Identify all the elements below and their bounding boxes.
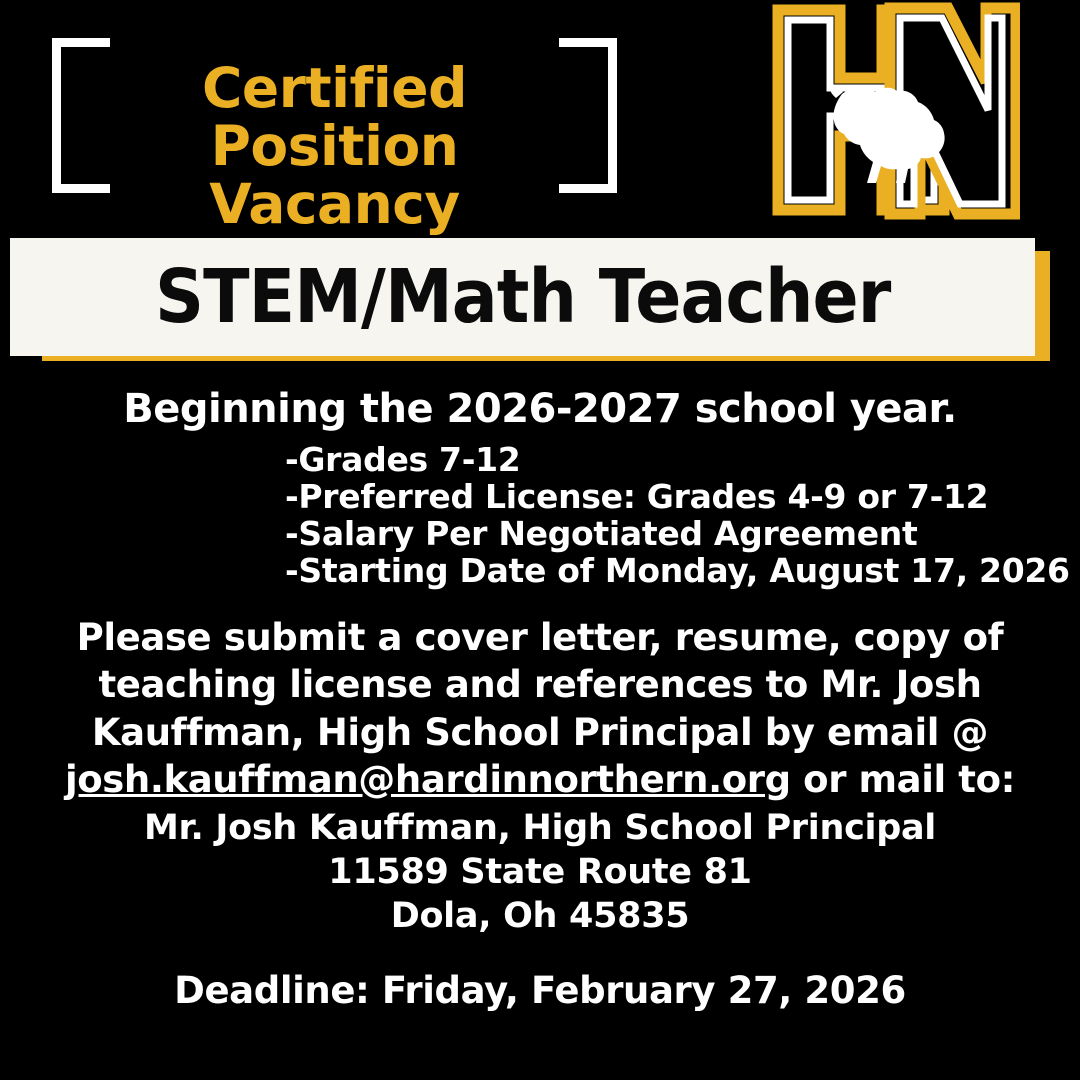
instructions-line-2: teaching license and references to Mr. Josh — [98, 663, 982, 707]
mailing-address — [30, 807, 1050, 938]
list-item: -Grades 7-12 — [285, 440, 521, 479]
hardin-northern-polar-bear-logo — [770, 2, 1020, 227]
address-line-3: Dola, Oh 45835 — [390, 895, 690, 936]
instructions-line-1: Please submit a cover letter, resume, copy of — [76, 615, 1004, 659]
instructions-line-4-tail: or mail to: — [790, 757, 1015, 801]
application-instructions — [30, 614, 1050, 803]
school-year-line: Beginning the 2026-2027 school year. — [123, 386, 957, 432]
certified-position-badge — [52, 38, 617, 236]
bracket-right-icon — [559, 38, 617, 193]
deadline-text: Deadline: Friday, February 27, 2026 — [174, 968, 906, 1012]
list-item: -Starting Date of Monday, August 17, 2026 — [285, 550, 1070, 590]
address-line-2: 11589 State Route 81 — [328, 852, 752, 892]
poster-body — [0, 368, 1080, 1012]
instructions-line-3: Kauffman, High School Principal by email @ — [91, 710, 989, 754]
list-item: -Preferred License: Grades 4-9 or 7-12 — [285, 476, 989, 516]
job-title-text: STEM/Math Teacher — [154, 254, 891, 340]
banner-panel — [10, 238, 1035, 356]
list-item: -Salary Per Negotiated Agreement — [285, 513, 918, 553]
bracket-left-icon — [52, 38, 110, 193]
badge-line-2: Vacancy — [209, 171, 460, 236]
badge-line-1: Certified Position — [202, 56, 467, 178]
certified-position-title — [110, 56, 559, 236]
job-title-banner — [0, 223, 1080, 368]
application-email-link[interactable]: josh.kauffman@hardinnorthern.org — [65, 757, 791, 801]
poster-header — [0, 0, 1080, 236]
instructions-line-4 — [52, 756, 1028, 803]
address-line-1: Mr. Josh Kauffman, High School Principal — [143, 808, 936, 849]
details-list — [145, 440, 1070, 590]
